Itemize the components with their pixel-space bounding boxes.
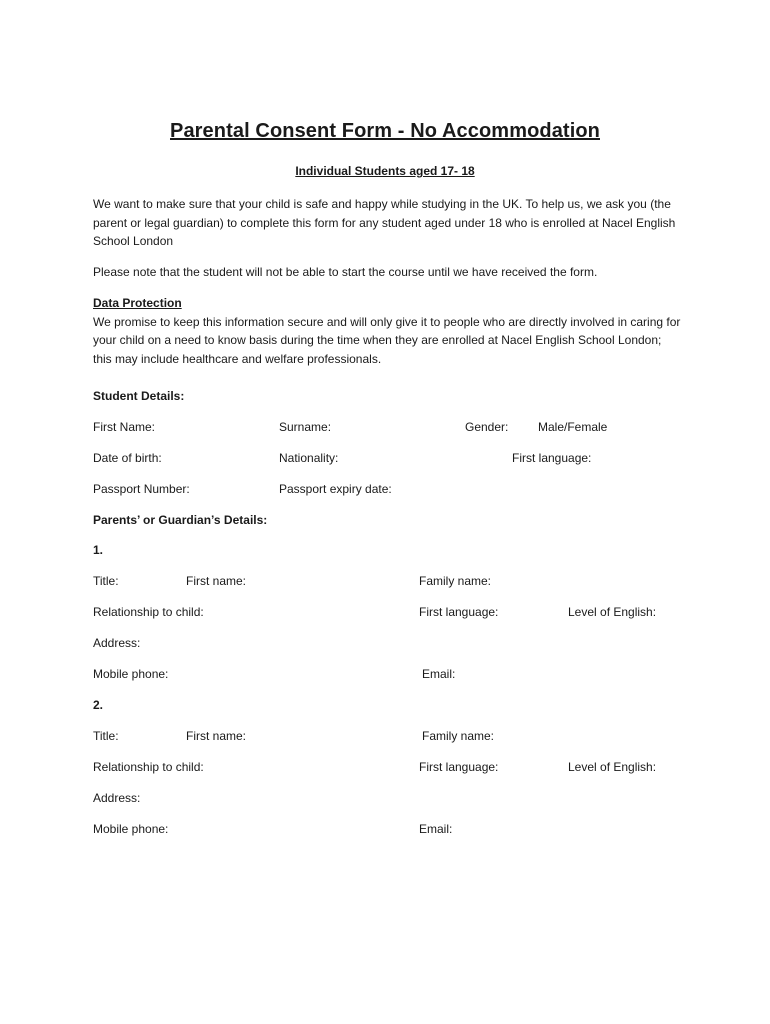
page-subtitle: Individual Students aged 17- 18 xyxy=(295,164,475,178)
student-gender-options[interactable]: Male/Female xyxy=(538,420,608,434)
guardian-1-family-name-field[interactable]: Family name: xyxy=(419,574,492,588)
guardian-2-family-name-field[interactable]: Family name: xyxy=(422,729,495,743)
page-title: Parental Consent Form - No Accommodation xyxy=(170,120,600,142)
guardian-2-level-english-field[interactable]: Level of English: xyxy=(568,760,657,774)
student-nationality-field[interactable]: Nationality: xyxy=(279,451,339,465)
student-surname-field[interactable]: Surname: xyxy=(279,420,332,434)
student-passport-number-field[interactable]: Passport Number: xyxy=(93,482,190,496)
student-passport-expiry-field[interactable]: Passport expiry date: xyxy=(279,482,392,496)
intro-paragraph: We want to make sure that your child is safe and happy while studying in the UK. To help us, we ask you (the parent or legal guardian) to complete this form for any student aged under 18 who is enrolled at Nacel English School London xyxy=(93,197,676,248)
guardian-1-email-field[interactable]: Email: xyxy=(422,667,456,681)
data-protection-section xyxy=(93,294,683,368)
guardian-2-number: 2. xyxy=(93,698,104,712)
student-first-language-field[interactable]: First language: xyxy=(512,451,592,465)
data-protection-text: We promise to keep this information secure and will only give it to people who are directly involved in caring for your child on a need to know basis during the time when they are enrolled at Nacel English School London; this may include healthcare and welfare professionals. xyxy=(93,314,681,366)
guardian-1-level-english-field[interactable]: Level of English: xyxy=(568,605,657,619)
guardian-1-mobile-field[interactable]: Mobile phone: xyxy=(93,667,169,681)
student-dob-field[interactable]: Date of birth: xyxy=(93,451,162,465)
guardian-2-title-field[interactable]: Title: xyxy=(93,729,119,743)
student-details-heading: Student Details: xyxy=(93,389,185,403)
guardian-1-title-field[interactable]: Title: xyxy=(93,574,119,588)
guardian-2-email-field[interactable]: Email: xyxy=(419,822,453,836)
note-paragraph: Please note that the student will not be able to start the course until we have received the form. xyxy=(93,265,598,279)
data-protection-heading: Data Protection xyxy=(93,296,182,310)
guardian-1-relationship-field[interactable]: Relationship to child: xyxy=(93,605,204,619)
guardian-1-first-name-field[interactable]: First name: xyxy=(186,574,247,588)
guardian-2-first-name-field[interactable]: First name: xyxy=(186,729,247,743)
guardian-2-address-field[interactable]: Address: xyxy=(93,791,141,805)
guardian-2-mobile-field[interactable]: Mobile phone: xyxy=(93,822,169,836)
guardian-1-number: 1. xyxy=(93,543,104,557)
student-gender-field[interactable]: Gender: xyxy=(465,420,509,434)
guardian-1-address-field[interactable]: Address: xyxy=(93,636,141,650)
student-first-name-field[interactable]: First Name: xyxy=(93,420,156,434)
guardian-2-relationship-field[interactable]: Relationship to child: xyxy=(93,760,204,774)
guardian-details-heading: Parents’ or Guardian’s Details: xyxy=(93,513,268,527)
guardian-1-first-language-field[interactable]: First language: xyxy=(419,605,499,619)
guardian-2-first-language-field[interactable]: First language: xyxy=(419,760,499,774)
